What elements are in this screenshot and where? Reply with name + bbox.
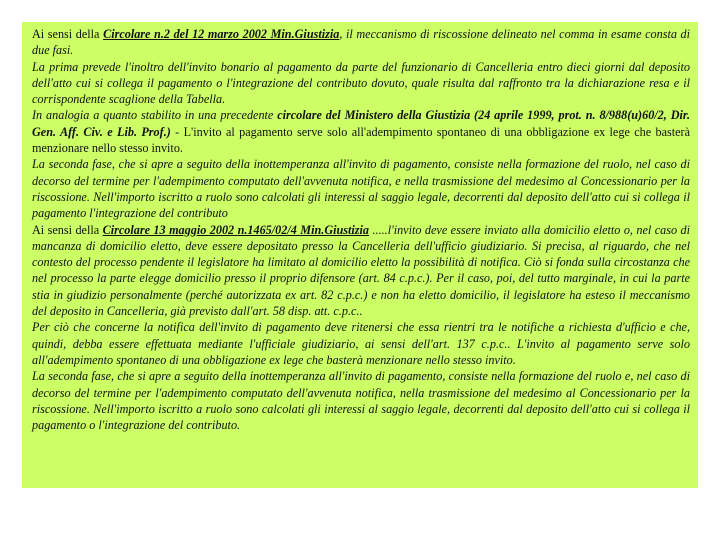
paragraph-3 xyxy=(32,107,690,156)
paragraph-5-text: .....l'invito deve essere inviato alla domicilio eletto o, nel caso di mancanza di domicilio eletto, deve essere depositato presso la Cancelleria dell'ufficio giudiziario. Si precisa, al riguardo, che nel contesto del processo pendente il legislatore ha limitato al domicilio eletto la possibilità di notifica. Ciò si fonda sulla circostanza che nel processo la parte elegge domicilio presso il proprio difensore (art. 84 c.p.c.). Per il caso, poi, del tutto marginale, in cui la parte stia in giudizio personalmente (perché autorizzata ex art. 82 c.p.c.) e non ha eletto domicilio, il legislatore ha esteso il meccanismo del deposito in Cancelleria, già previsto dall'art. 58 disp. att. c.p.c.. xyxy=(32,222,691,319)
paragraph-3-text: - L'invito al pagamento serve solo all'adempimento spontaneo di una obbligazione ex lege che basterà menzionare nello stesso invito. xyxy=(32,124,690,156)
circolare-1999-reference: circolare del Ministero della Giustizia (24 aprile 1999, prot. n. 8/988(u)60/2, Dir. Gen. Aff. Civ. e Lib. Prof.) xyxy=(32,108,690,139)
paragraph-6: Per ciò che concerne la notifica dell'invito di pagamento deve ritenersi che essa rientri tra le notifiche a richiesta d'ufficio e che, quindi, debba essere effettuata mediante l'ufficiale giudiziario, ai sensi dell'art. 137 c.p.c.. L'invito al pagamento serve solo all'adempimento spontaneo di una obbligazione ex lege che basterà menzionare nello stesso invito. xyxy=(32,320,690,367)
paragraph-4: La seconda fase, che si apre a seguito della inottemperanza all'invito di pagamento, consiste nella formazione del ruolo, nel caso di decorso del termine per l'adempimento computato dell'avvenuta notifica, e nella trasmissione del medesimo al Concessionario per la riscossione. Nell'importo iscritto a ruolo sono calcolati gli interessi al saggio legale, decorrenti dal deposito dell'atto cui si collega il pagamento l'integrazione del contributo xyxy=(32,157,690,221)
paragraph-5 xyxy=(32,222,690,320)
document-panel xyxy=(22,22,698,488)
paragraph-7: La seconda fase, che si apre a seguito della inottemperanza all'invito di pagamento, consiste nella formazione del ruolo e, nel caso di decorso del termine per l'adempimento computato dell'avvenuta notifica, nella trasmissione del medesimo al Concessionario per la riscossione. Nell'importo iscritto a ruolo sono calcolati gli interessi al saggio legale, decorrenti dal deposito dell'atto cui si collega il pagamento o l'integrazione del contributo. xyxy=(32,369,690,433)
paragraph-1 xyxy=(32,26,690,59)
paragraph-1-text: , il meccanismo di riscossione delineato nel comma in esame consta di due fasi. xyxy=(32,27,691,58)
paragraph-5-intro: Ai sensi della xyxy=(32,222,103,237)
circolare-2002-05-13-reference: Circolare 13 maggio 2002 n.1465/02/4 Min.Giustizia xyxy=(102,222,370,237)
document-body xyxy=(32,26,690,433)
circolare-2002-03-12-reference: Circolare n.2 del 12 marzo 2002 Min.Giustizia xyxy=(103,27,340,41)
paragraph-3-intro: In analogia a quanto stabilito in una precedente xyxy=(32,108,278,123)
paragraph-1-intro: Ai sensi della xyxy=(32,27,104,41)
paragraph-2: La prima prevede l'inoltro dell'invito bonario al pagamento da parte del funzionario di Cancelleria entro dieci giorni dal deposito dell'atto cui si collega il pagamento o l'integrazione del contributo dovuto, quale risulta dal raffronto tra la dichiarazione resa e il corrispondente scaglione della Tabella. xyxy=(32,59,690,107)
